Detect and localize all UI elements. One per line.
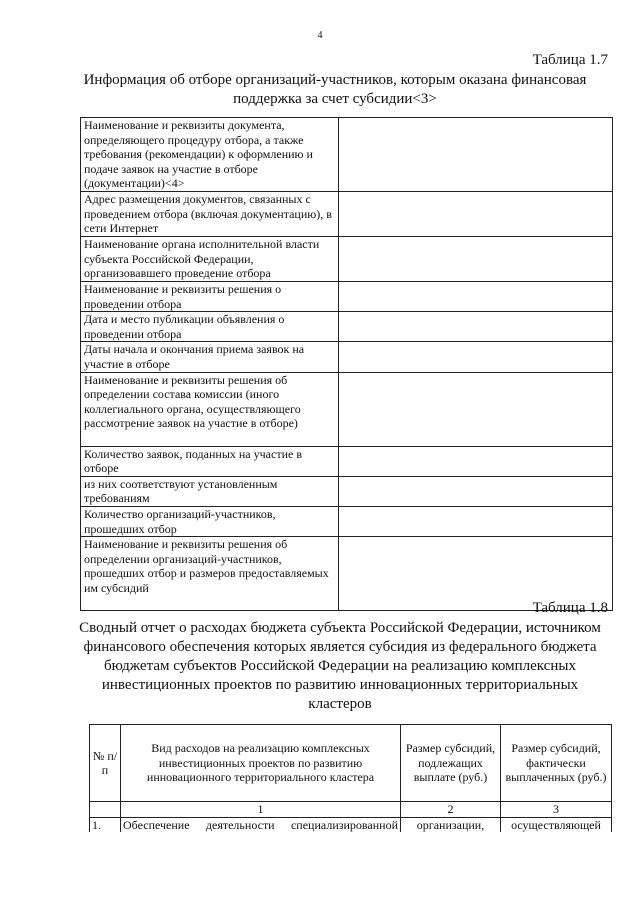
header-expense-type: Вид расходов на реализацию комплексных инвестиционных проектов по развитию инновационного территориального кластера: [121, 725, 401, 802]
header-num: № п/п: [90, 725, 121, 802]
col-number: 2: [401, 802, 501, 818]
table-cell-value[interactable]: [339, 237, 613, 282]
row-text: организации,: [401, 817, 501, 832]
header-subsidy-paid: Размер субсидий, фактически выплаченных (руб.): [501, 725, 612, 802]
table-1-7-title: Информация об отборе организаций-участников, которым оказана финансовая поддержка за счет субсидии<3>: [83, 72, 587, 107]
table-row-label: Количество организаций-участников, прошедших отбор: [81, 506, 339, 536]
row-text: Обеспечение деятельности специализированной: [121, 817, 401, 832]
table-cell-value[interactable]: [339, 372, 613, 446]
table-cell-value[interactable]: [339, 118, 613, 192]
table-row-label: Наименование органа исполнительной власти субъекта Российской Федерации, организовавшего проведение отбора: [81, 237, 339, 282]
table-cell-value[interactable]: [339, 192, 613, 237]
table-cell-value[interactable]: [339, 476, 613, 506]
table-1-8-title: Сводный отчет о расходах бюджета субъекта Российской Федерации, источником финансового обеспечения которых является субсидия из федерального бюджета бюджетам субъектов Российской Федерации на реализацию комплексных инвестиционных проектов по развитию инновационных территориальных кластеров: [79, 620, 601, 712]
page-number: 4: [317, 30, 323, 41]
expense-report-table: [89, 724, 612, 832]
col-number: 1: [121, 802, 401, 818]
table-row-label: Наименование и реквизиты документа, определяющего процедуру отбора, а также требования (рекомендации) к оформлению и подаче заявок на участие в отборе (документации)<4>: [81, 118, 339, 192]
table-cell-value[interactable]: [339, 282, 613, 312]
table-row-label: Наименование и реквизиты решения об определении организаций-участников, прошедших отбор и размеров предоставляемых им субсидий: [81, 537, 339, 611]
table-row-label: Наименование и реквизиты решения об определении состава комиссии (иного коллегиального органа, осуществляющего рассмотрение заявок на участие в отборе): [81, 372, 339, 446]
selection-info-table: [80, 117, 613, 611]
table-row-label: из них соответствуют установленным требованиям: [81, 476, 339, 506]
header-subsidy-due: Размер субсидий, подлежащих выплате (руб.): [401, 725, 501, 802]
col-number: 3: [501, 802, 612, 818]
table-row-label: Дата и место публикации объявления о проведении отбора: [81, 312, 339, 342]
table-cell-value[interactable]: [339, 446, 613, 476]
table-cell-value[interactable]: [339, 342, 613, 372]
table-1-7-caption: Таблица 1.7: [532, 52, 608, 68]
table-1-8-caption: Таблица 1.8: [532, 600, 608, 616]
table-row-label: Даты начала и окончания приема заявок на участие в отборе: [81, 342, 339, 372]
table-row-label: Наименование и реквизиты решения о проведении отбора: [81, 282, 339, 312]
table-row-label: Количество заявок, поданных на участие в отборе: [81, 446, 339, 476]
row-number: 1.: [90, 817, 121, 832]
col-number: [90, 802, 121, 818]
table-row-label: Адрес размещения документов, связанных с проведением отбора (включая документацию), в сети Интернет: [81, 192, 339, 237]
table-cell-value[interactable]: [339, 506, 613, 536]
table-cell-value[interactable]: [339, 312, 613, 342]
row-text: осуществляющей: [501, 817, 612, 832]
